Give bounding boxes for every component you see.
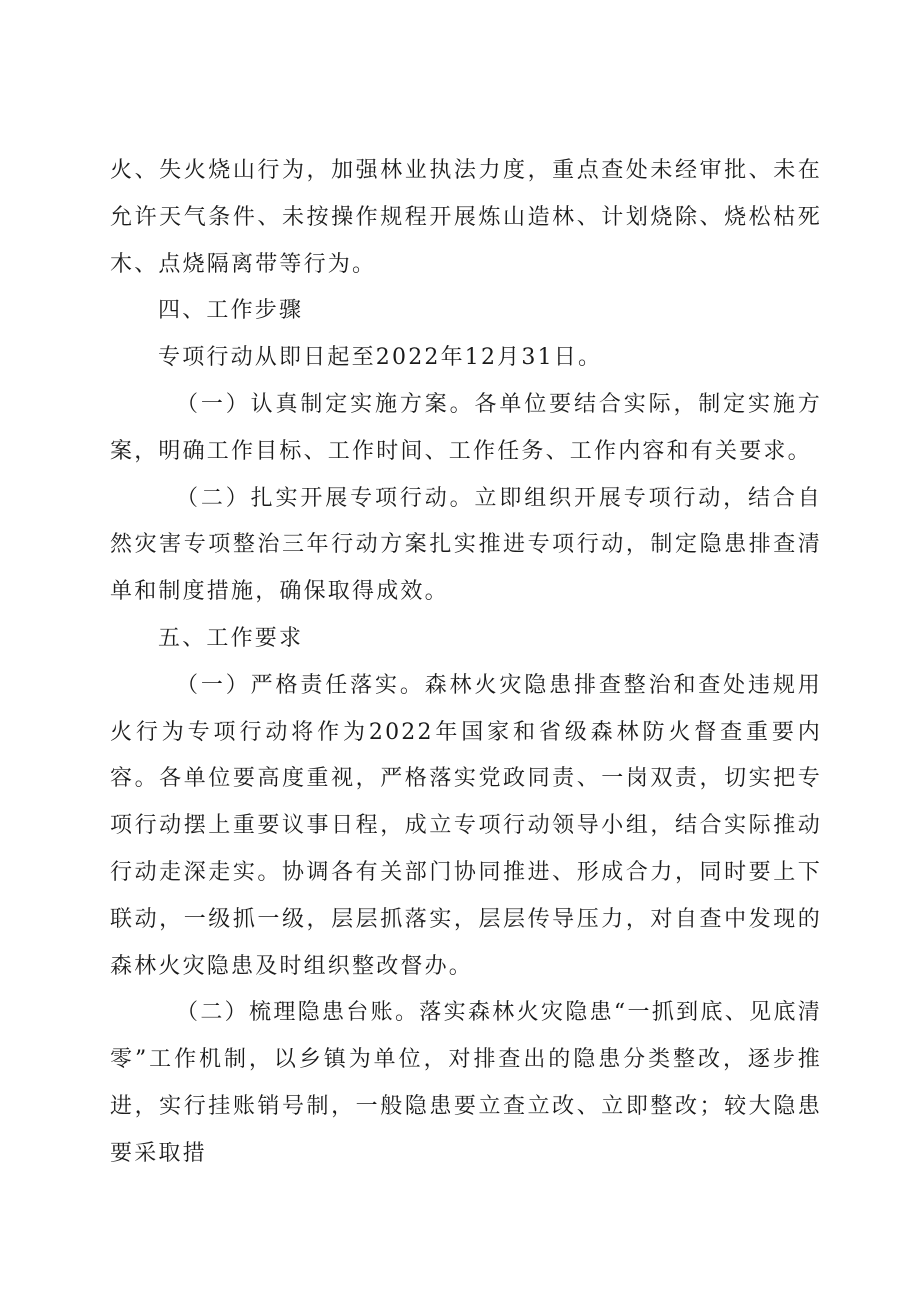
paragraph-requirement-1: （一）严格责任落实。森林火灾隐患排查整治和查处违规用火行为专项行动将作为2022年国家和省级森林防火督查重要内容。各单位要高度重视，严格落实党政同责、一岗双责，切实把专项行动摆上重要议事日程，成立专项行动领导小组，结合实际推动行动走深走实。协调各有关部门协同推进、形成合力，同时要上下联动，一级抓一级，层层抓落实，层层传导压力，对自查中发现的森林火灾隐患及时组织整改督办。 [110, 672, 822, 979]
paragraph-continuation: 火、失火烧山行为，加强林业执法力度，重点查处未经审批、未在允许天气条件、未按操作规程开展炼山造林、计划烧除、烧松枯死木、点烧隔离带等行为。 [110, 158, 822, 277]
section-heading-work-steps: 四、工作步骤 [158, 298, 304, 324]
paragraph-step-1: （一）认真制定实施方案。各单位要结合实际，制定实施方案，明确工作目标、工作时间、工作任务、工作内容和有关要求。 [110, 391, 822, 464]
paragraph-requirement-2: （二）梳理隐患台账。落实森林火灾隐患“一抓到底、见底清零”工作机制，以乡镇为单位，对排查出的隐患分类整改，逐步推进，实行挂账销号制，一般隐患要立查立改、立即整改；较大隐患要采取措 [110, 1000, 822, 1166]
section-heading-work-requirements: 五、工作要求 [158, 625, 304, 651]
document-body [110, 148, 822, 1178]
paragraph-step-2: （二）扎实开展专项行动。立即组织开展专项行动，结合自然灾害专项整治三年行动方案扎实推进专项行动，制定隐患排查清单和制度措施，确保取得成效。 [110, 485, 822, 605]
paragraph-duration: 专项行动从即日起至2022年12月31日。 [158, 345, 603, 371]
